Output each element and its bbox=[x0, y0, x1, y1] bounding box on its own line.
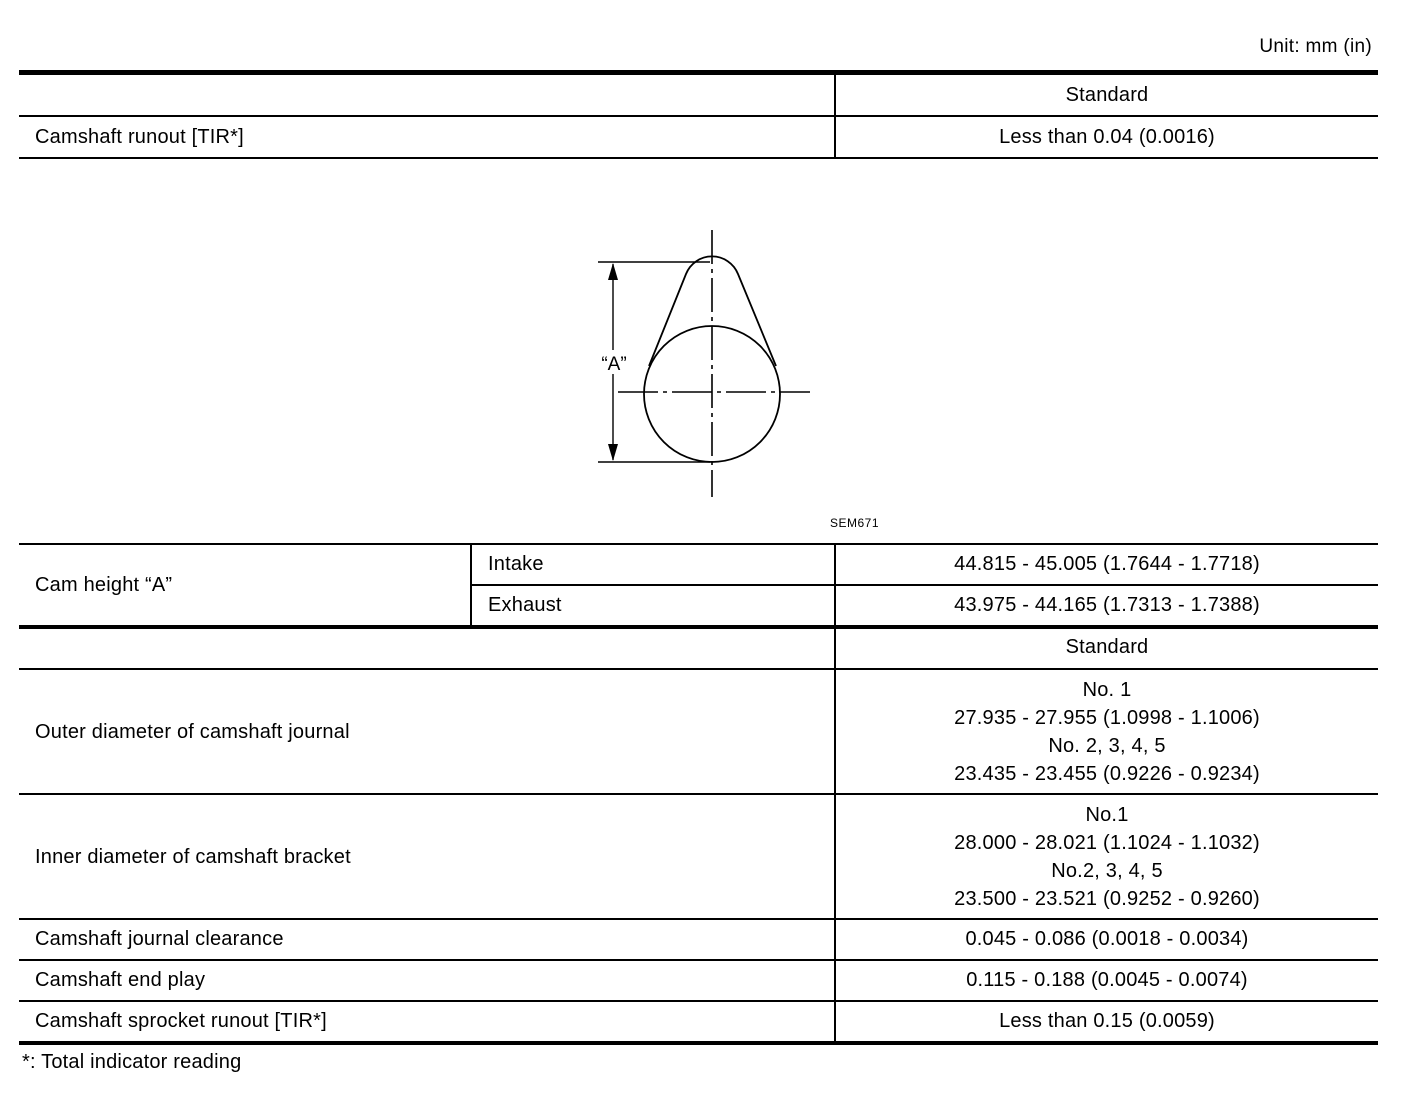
inner-diameter-label: Inner diameter of camshaft bracket bbox=[19, 794, 835, 919]
unit-label: Unit: mm (in) bbox=[1259, 36, 1372, 57]
table-header-row bbox=[19, 73, 1378, 117]
value-line: 28.000 - 28.021 (1.1024 - 1.1032) bbox=[954, 831, 1260, 854]
value-line: No.1 bbox=[1085, 803, 1129, 826]
outer-diameter-value bbox=[835, 669, 1378, 794]
cam-height-label: Cam height “A” bbox=[19, 544, 471, 627]
footnote: *: Total indicator reading bbox=[22, 1051, 242, 1073]
value-line: 23.435 - 23.455 (0.9226 - 0.9234) bbox=[954, 762, 1260, 785]
inner-diameter-value bbox=[835, 794, 1378, 919]
table-row bbox=[19, 919, 1378, 960]
sprocket-runout-label: Camshaft sprocket runout [TIR*] bbox=[19, 1001, 835, 1043]
journal-clearance-value: 0.045 - 0.086 (0.0018 - 0.0034) bbox=[835, 919, 1378, 960]
row-label: Camshaft runout [TIR*] bbox=[19, 116, 835, 158]
dimension-arrow-top bbox=[608, 263, 618, 280]
value-line: No.2, 3, 4, 5 bbox=[1051, 859, 1163, 882]
intake-value: 44.815 - 45.005 (1.7644 - 1.7718) bbox=[835, 544, 1378, 585]
table-row bbox=[19, 1001, 1378, 1043]
value-line: 23.500 - 23.521 (0.9252 - 0.9260) bbox=[954, 887, 1260, 910]
value-line: No. 2, 3, 4, 5 bbox=[1048, 734, 1166, 757]
camshaft-runout-table bbox=[19, 70, 1378, 159]
header-empty-cell bbox=[19, 73, 835, 117]
header-standard: Standard bbox=[835, 627, 1378, 669]
dimension-arrow-bottom bbox=[608, 444, 618, 461]
value-line: No. 1 bbox=[1082, 678, 1132, 701]
table-row bbox=[19, 669, 1378, 794]
exhaust-label: Exhaust bbox=[471, 585, 835, 627]
camshaft-journal-table bbox=[19, 627, 1378, 1045]
figure-code: SEM671 bbox=[830, 516, 880, 530]
exhaust-value: 43.975 - 44.165 (1.7313 - 1.7388) bbox=[835, 585, 1378, 627]
value-line: 27.935 - 27.955 (1.0998 - 1.1006) bbox=[954, 706, 1260, 729]
cam-height-diagram bbox=[560, 222, 880, 542]
cam-height-table bbox=[19, 543, 1378, 629]
journal-clearance-label: Camshaft journal clearance bbox=[19, 919, 835, 960]
table-row bbox=[19, 544, 1378, 585]
row-value: Less than 0.04 (0.0016) bbox=[835, 116, 1378, 158]
dimension-label-a: “A” bbox=[601, 354, 627, 375]
cam-lobe-drawing bbox=[560, 222, 880, 542]
table-row bbox=[19, 960, 1378, 1001]
header-standard: Standard bbox=[835, 73, 1378, 117]
intake-label: Intake bbox=[471, 544, 835, 585]
outer-diameter-label: Outer diameter of camshaft journal bbox=[19, 669, 835, 794]
sprocket-runout-value: Less than 0.15 (0.0059) bbox=[835, 1001, 1378, 1043]
table-header-row bbox=[19, 627, 1378, 669]
end-play-value: 0.115 - 0.188 (0.0045 - 0.0074) bbox=[835, 960, 1378, 1001]
table-row bbox=[19, 794, 1378, 919]
header-empty-cell bbox=[19, 627, 835, 669]
end-play-label: Camshaft end play bbox=[19, 960, 835, 1001]
table-row bbox=[19, 116, 1378, 158]
